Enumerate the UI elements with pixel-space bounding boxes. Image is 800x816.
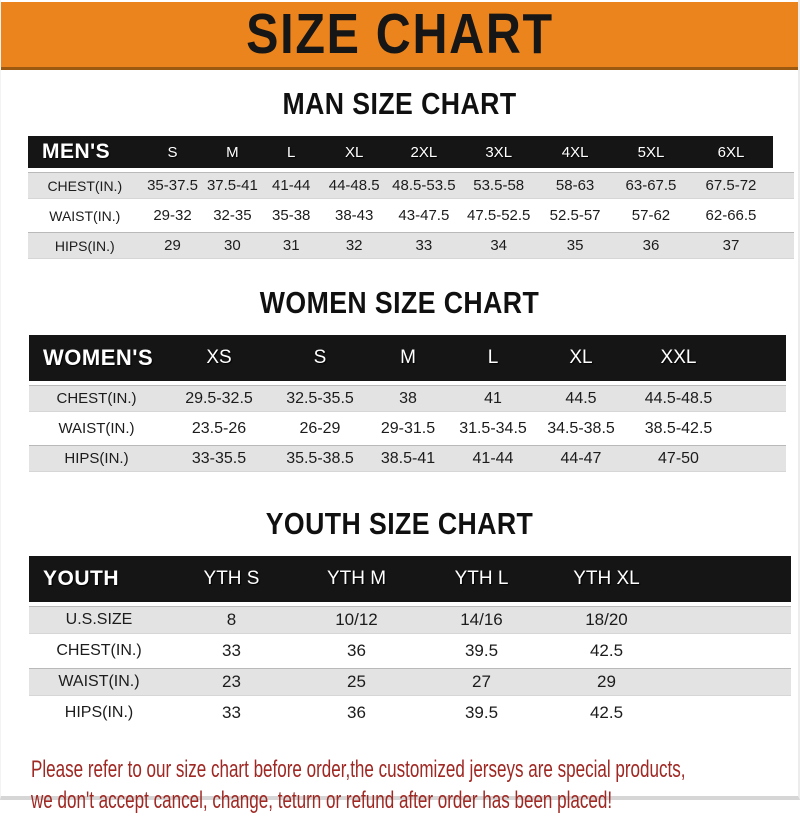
size-column-header: YTH XL: [544, 556, 669, 602]
size-value-cell: 47-50: [626, 445, 731, 472]
table-corner-label: MEN'S: [28, 136, 142, 168]
size-value-cell: 37: [689, 232, 774, 259]
size-value-cell: 36: [294, 638, 419, 664]
table-row: [29, 385, 786, 412]
size-column-header: XL: [536, 335, 626, 381]
size-column-header: S: [274, 335, 366, 381]
size-value-cell: 42.5: [544, 700, 669, 726]
size-value-cell: 29: [142, 232, 204, 259]
youth-size-chart-section: [1, 506, 798, 730]
size-value-cell: 38-43: [321, 203, 387, 228]
table-row: [29, 445, 786, 472]
order-policy-note: [1, 754, 798, 816]
size-value-cell: 35.5-38.5: [274, 445, 366, 472]
row-filler-cell: [731, 385, 786, 412]
size-value-cell: 38.5-41: [366, 445, 450, 472]
header-filler-cell: [669, 556, 791, 602]
size-column-header: 2XL: [387, 136, 460, 168]
table-header-row: [29, 556, 791, 602]
banner: [1, 0, 798, 70]
row-filler-cell: [669, 668, 791, 696]
table-row: [29, 668, 791, 696]
size-column-header: YTH S: [169, 556, 294, 602]
size-value-cell: 39.5: [419, 638, 544, 664]
size-value-cell: 67.5-72: [689, 172, 774, 199]
size-value-cell: 38: [366, 385, 450, 412]
size-value-cell: 53.5-58: [461, 172, 537, 199]
row-filler-cell: [669, 606, 791, 634]
header-filler-cell: [773, 136, 794, 168]
size-column-header: XXL: [626, 335, 731, 381]
size-column-header: 4XL: [537, 136, 613, 168]
size-value-cell: 36: [613, 232, 688, 259]
size-value-cell: 29: [544, 668, 669, 696]
men-table: [28, 132, 794, 263]
women-size-table: [1, 331, 798, 476]
size-value-cell: 31.5-34.5: [450, 416, 536, 441]
size-value-cell: 58-63: [537, 172, 613, 199]
size-column-header: 6XL: [689, 136, 774, 168]
row-label: WAIST(IN.): [29, 416, 164, 441]
men-size-table: [1, 132, 798, 263]
size-value-cell: 35-37.5: [142, 172, 204, 199]
size-value-cell: 10/12: [294, 606, 419, 634]
size-value-cell: 30: [203, 232, 261, 259]
size-value-cell: 23: [169, 668, 294, 696]
men-size-chart-section: [1, 86, 798, 263]
size-value-cell: 52.5-57: [537, 203, 613, 228]
size-value-cell: 31: [261, 232, 321, 259]
row-filler-cell: [731, 416, 786, 441]
row-label: CHEST(IN.): [28, 172, 142, 199]
size-value-cell: 37.5-41: [203, 172, 261, 199]
size-value-cell: 33-35.5: [164, 445, 274, 472]
youth-size-table: [1, 552, 798, 730]
size-value-cell: 43-47.5: [387, 203, 460, 228]
size-column-header: XL: [321, 136, 387, 168]
size-value-cell: 32: [321, 232, 387, 259]
size-value-cell: 29-32: [142, 203, 204, 228]
size-value-cell: 47.5-52.5: [461, 203, 537, 228]
header-filler-cell: [731, 335, 786, 381]
size-value-cell: 29-31.5: [366, 416, 450, 441]
size-column-header: S: [142, 136, 204, 168]
table-corner-label: WOMEN'S: [29, 335, 164, 381]
size-value-cell: 32-35: [203, 203, 261, 228]
women-table: [29, 331, 786, 476]
table-row: [28, 232, 794, 259]
row-label: WAIST(IN.): [28, 203, 142, 228]
size-value-cell: 41-44: [261, 172, 321, 199]
size-value-cell: 41: [450, 385, 536, 412]
size-value-cell: 33: [387, 232, 460, 259]
size-value-cell: 33: [169, 638, 294, 664]
size-column-header: YTH L: [419, 556, 544, 602]
size-value-cell: 29.5-32.5: [164, 385, 274, 412]
row-label: HIPS(IN.): [29, 445, 164, 472]
row-filler-cell: [731, 445, 786, 472]
size-value-cell: 18/20: [544, 606, 669, 634]
row-filler-cell: [669, 638, 791, 664]
size-value-cell: 42.5: [544, 638, 669, 664]
table-row: [29, 416, 786, 441]
row-filler-cell: [669, 700, 791, 726]
table-row: [28, 172, 794, 199]
size-column-header: M: [203, 136, 261, 168]
size-value-cell: 36: [294, 700, 419, 726]
size-value-cell: 25: [294, 668, 419, 696]
row-filler-cell: [773, 203, 794, 228]
size-column-header: 3XL: [461, 136, 537, 168]
table-row: [28, 203, 794, 228]
row-label: HIPS(IN.): [28, 232, 142, 259]
size-value-cell: 23.5-26: [164, 416, 274, 441]
size-value-cell: 39.5: [419, 700, 544, 726]
table-row: [29, 638, 791, 664]
size-value-cell: 32.5-35.5: [274, 385, 366, 412]
women-size-chart-section: [1, 285, 798, 476]
table-row: [29, 606, 791, 634]
row-filler-cell: [773, 232, 794, 259]
size-column-header: L: [261, 136, 321, 168]
size-column-header: 5XL: [613, 136, 688, 168]
size-value-cell: 44.5: [536, 385, 626, 412]
size-value-cell: 63-67.5: [613, 172, 688, 199]
banner-title: SIZE CHART: [245, 2, 554, 66]
size-value-cell: 33: [169, 700, 294, 726]
women-section-title: WOMEN SIZE CHART: [259, 285, 540, 320]
youth-section-title: YOUTH SIZE CHART: [265, 506, 534, 541]
size-value-cell: 27: [419, 668, 544, 696]
table-header-row: [29, 335, 786, 381]
size-value-cell: 35: [537, 232, 613, 259]
size-value-cell: 48.5-53.5: [387, 172, 460, 199]
row-filler-cell: [773, 172, 794, 199]
size-column-header: YTH M: [294, 556, 419, 602]
table-corner-label: YOUTH: [29, 556, 169, 602]
table-header-row: [28, 136, 794, 168]
order-policy-line-1: Please refer to our size chart before order,the customized jerseys are special products,: [31, 756, 686, 783]
row-label: CHEST(IN.): [29, 385, 164, 412]
row-label: HIPS(IN.): [29, 700, 169, 726]
order-policy-line-2: we don't accept cancel, change, teturn or refund after order has been placed!: [31, 787, 613, 814]
size-value-cell: 44.5-48.5: [626, 385, 731, 412]
size-value-cell: 35-38: [261, 203, 321, 228]
row-label: WAIST(IN.): [29, 668, 169, 696]
size-value-cell: 44-47: [536, 445, 626, 472]
size-value-cell: 62-66.5: [689, 203, 774, 228]
men-section-title: MAN SIZE CHART: [282, 86, 517, 121]
youth-table: [29, 552, 791, 730]
size-column-header: XS: [164, 335, 274, 381]
size-value-cell: 8: [169, 606, 294, 634]
size-column-header: M: [366, 335, 450, 381]
size-value-cell: 34: [461, 232, 537, 259]
size-column-header: L: [450, 335, 536, 381]
size-value-cell: 14/16: [419, 606, 544, 634]
row-label: U.S.SIZE: [29, 606, 169, 634]
size-value-cell: 41-44: [450, 445, 536, 472]
size-value-cell: 38.5-42.5: [626, 416, 731, 441]
size-value-cell: 34.5-38.5: [536, 416, 626, 441]
size-value-cell: 57-62: [613, 203, 688, 228]
size-value-cell: 26-29: [274, 416, 366, 441]
row-label: CHEST(IN.): [29, 638, 169, 664]
table-row: [29, 700, 791, 726]
size-value-cell: 44-48.5: [321, 172, 387, 199]
